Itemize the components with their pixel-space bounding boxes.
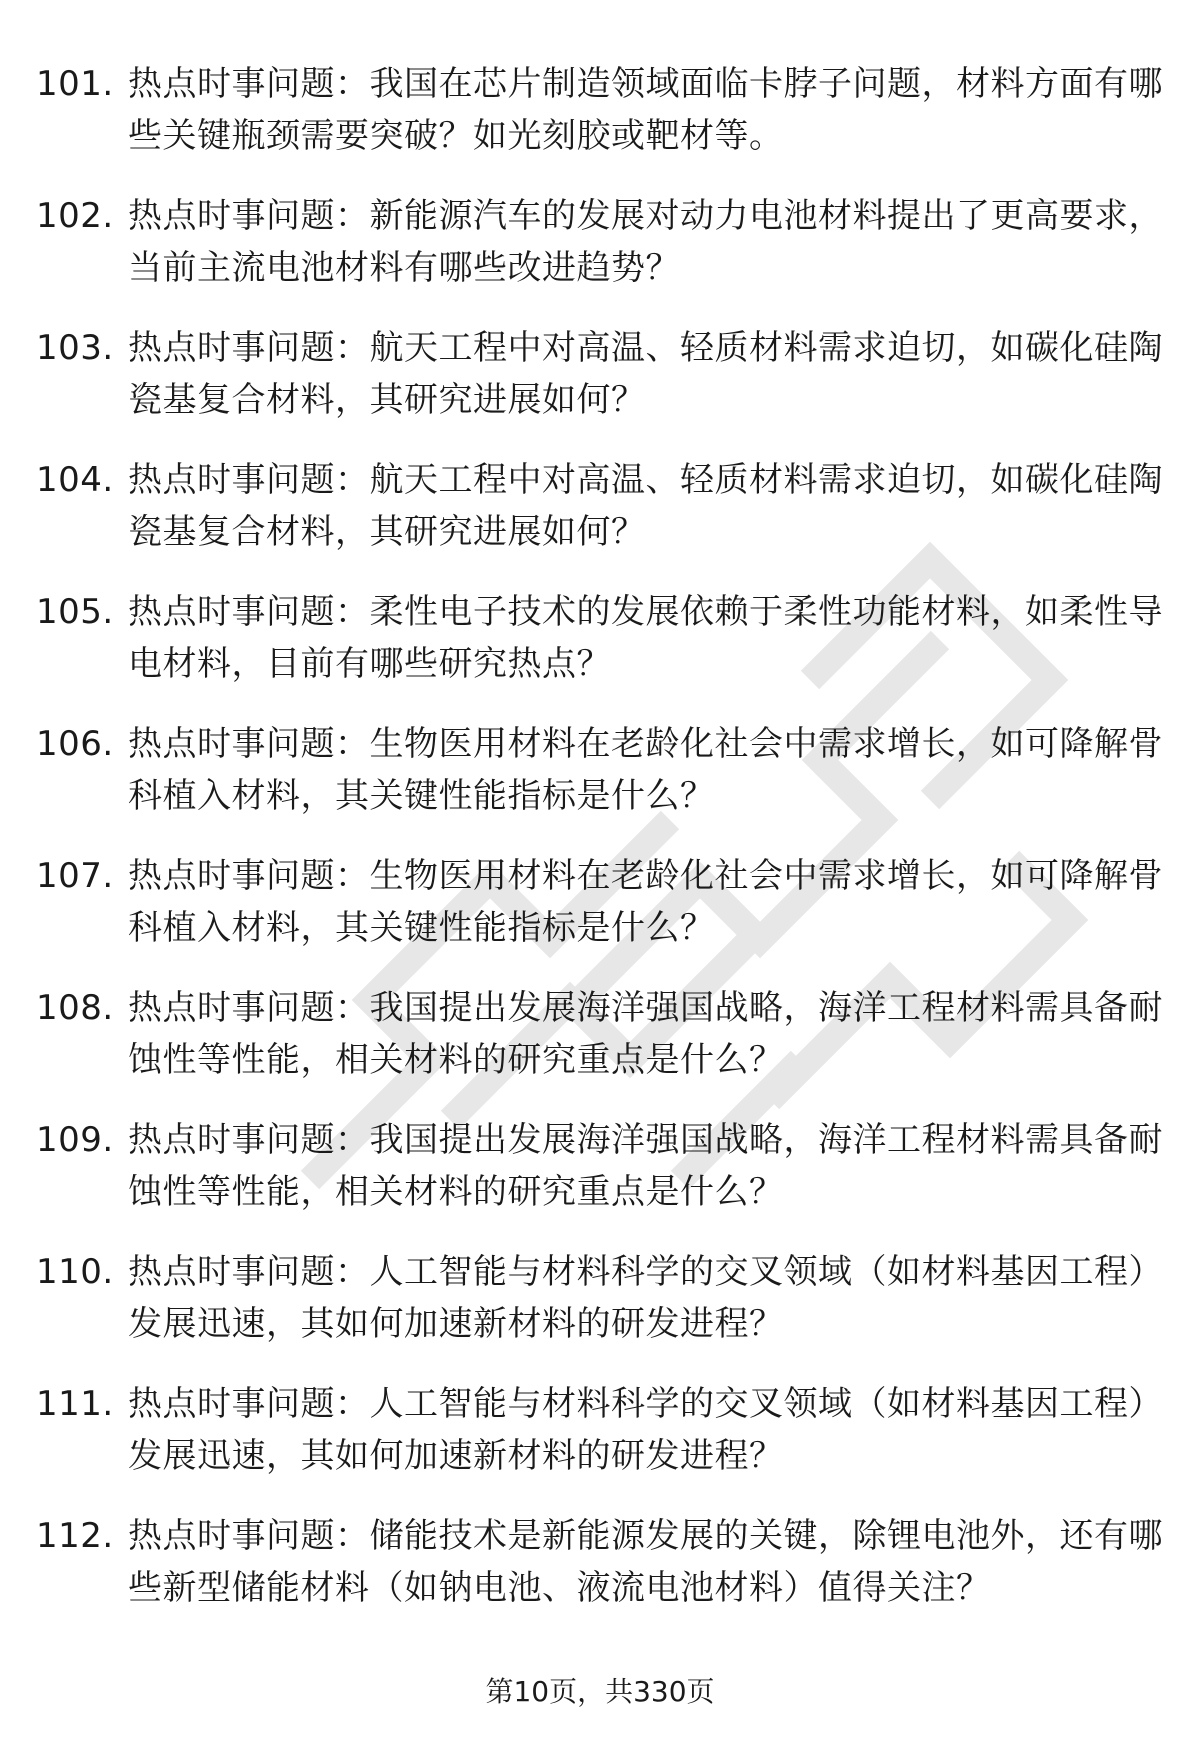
question-list	[36, 58, 1166, 1642]
list-item	[36, 1510, 1166, 1642]
question-number: 111.	[36, 1384, 114, 1424]
question-text: 热点时事问题：我国提出发展海洋强国战略，海洋工程材料需具备耐蚀性等性能，相关材料的研究重点是什么？	[128, 1120, 1163, 1212]
question-number: 101.	[36, 64, 114, 104]
question-text: 热点时事问题：新能源汽车的发展对动力电池材料提出了更高要求，当前主流电池材料有哪些改进趋势？	[128, 196, 1163, 288]
question-text: 热点时事问题：我国提出发展海洋强国战略，海洋工程材料需具备耐蚀性等性能，相关材料的研究重点是什么？	[128, 988, 1163, 1080]
list-item	[36, 1246, 1166, 1378]
question-number: 107.	[36, 856, 114, 896]
list-item	[36, 58, 1166, 190]
list-item	[36, 190, 1166, 322]
question-number: 104.	[36, 460, 114, 500]
question-number: 109.	[36, 1120, 114, 1160]
question-number: 110.	[36, 1252, 114, 1292]
question-number: 106.	[36, 724, 114, 764]
list-item	[36, 982, 1166, 1114]
list-item	[36, 1378, 1166, 1510]
question-number: 102.	[36, 196, 114, 236]
question-text: 热点时事问题：我国在芯片制造领域面临卡脖子问题，材料方面有哪些关键瓶颈需要突破？如光刻胶或靶材等。	[128, 64, 1163, 156]
question-number: 112.	[36, 1516, 114, 1556]
list-item	[36, 322, 1166, 454]
list-item	[36, 718, 1166, 850]
list-item	[36, 586, 1166, 718]
page-number-footer: 第10页，共330页	[485, 1675, 715, 1708]
list-item	[36, 850, 1166, 982]
list-item	[36, 1114, 1166, 1246]
question-text: 热点时事问题：生物医用材料在老龄化社会中需求增长，如可降解骨科植入材料，其关键性能指标是什么？	[128, 856, 1163, 948]
list-item	[36, 454, 1166, 586]
question-text: 热点时事问题：人工智能与材料科学的交叉领域（如材料基因工程）发展迅速，其如何加速新材料的研发进程？	[128, 1384, 1163, 1476]
question-text: 热点时事问题：储能技术是新能源发展的关键，除锂电池外，还有哪些新型储能材料（如钠电池、液流电池材料）值得关注？	[128, 1516, 1163, 1608]
question-text: 热点时事问题：航天工程中对高温、轻质材料需求迫切，如碳化硅陶瓷基复合材料，其研究进展如何？	[128, 328, 1163, 420]
question-number: 108.	[36, 988, 114, 1028]
question-text: 热点时事问题：航天工程中对高温、轻质材料需求迫切，如碳化硅陶瓷基复合材料，其研究进展如何？	[128, 460, 1163, 552]
question-text: 热点时事问题：人工智能与材料科学的交叉领域（如材料基因工程）发展迅速，其如何加速新材料的研发进程？	[128, 1252, 1163, 1344]
question-text: 热点时事问题：柔性电子技术的发展依赖于柔性功能材料，如柔性导电材料，目前有哪些研究热点？	[128, 592, 1163, 684]
question-number: 103.	[36, 328, 114, 368]
question-number: 105.	[36, 592, 114, 632]
question-text: 热点时事问题：生物医用材料在老龄化社会中需求增长，如可降解骨科植入材料，其关键性能指标是什么？	[128, 724, 1163, 816]
